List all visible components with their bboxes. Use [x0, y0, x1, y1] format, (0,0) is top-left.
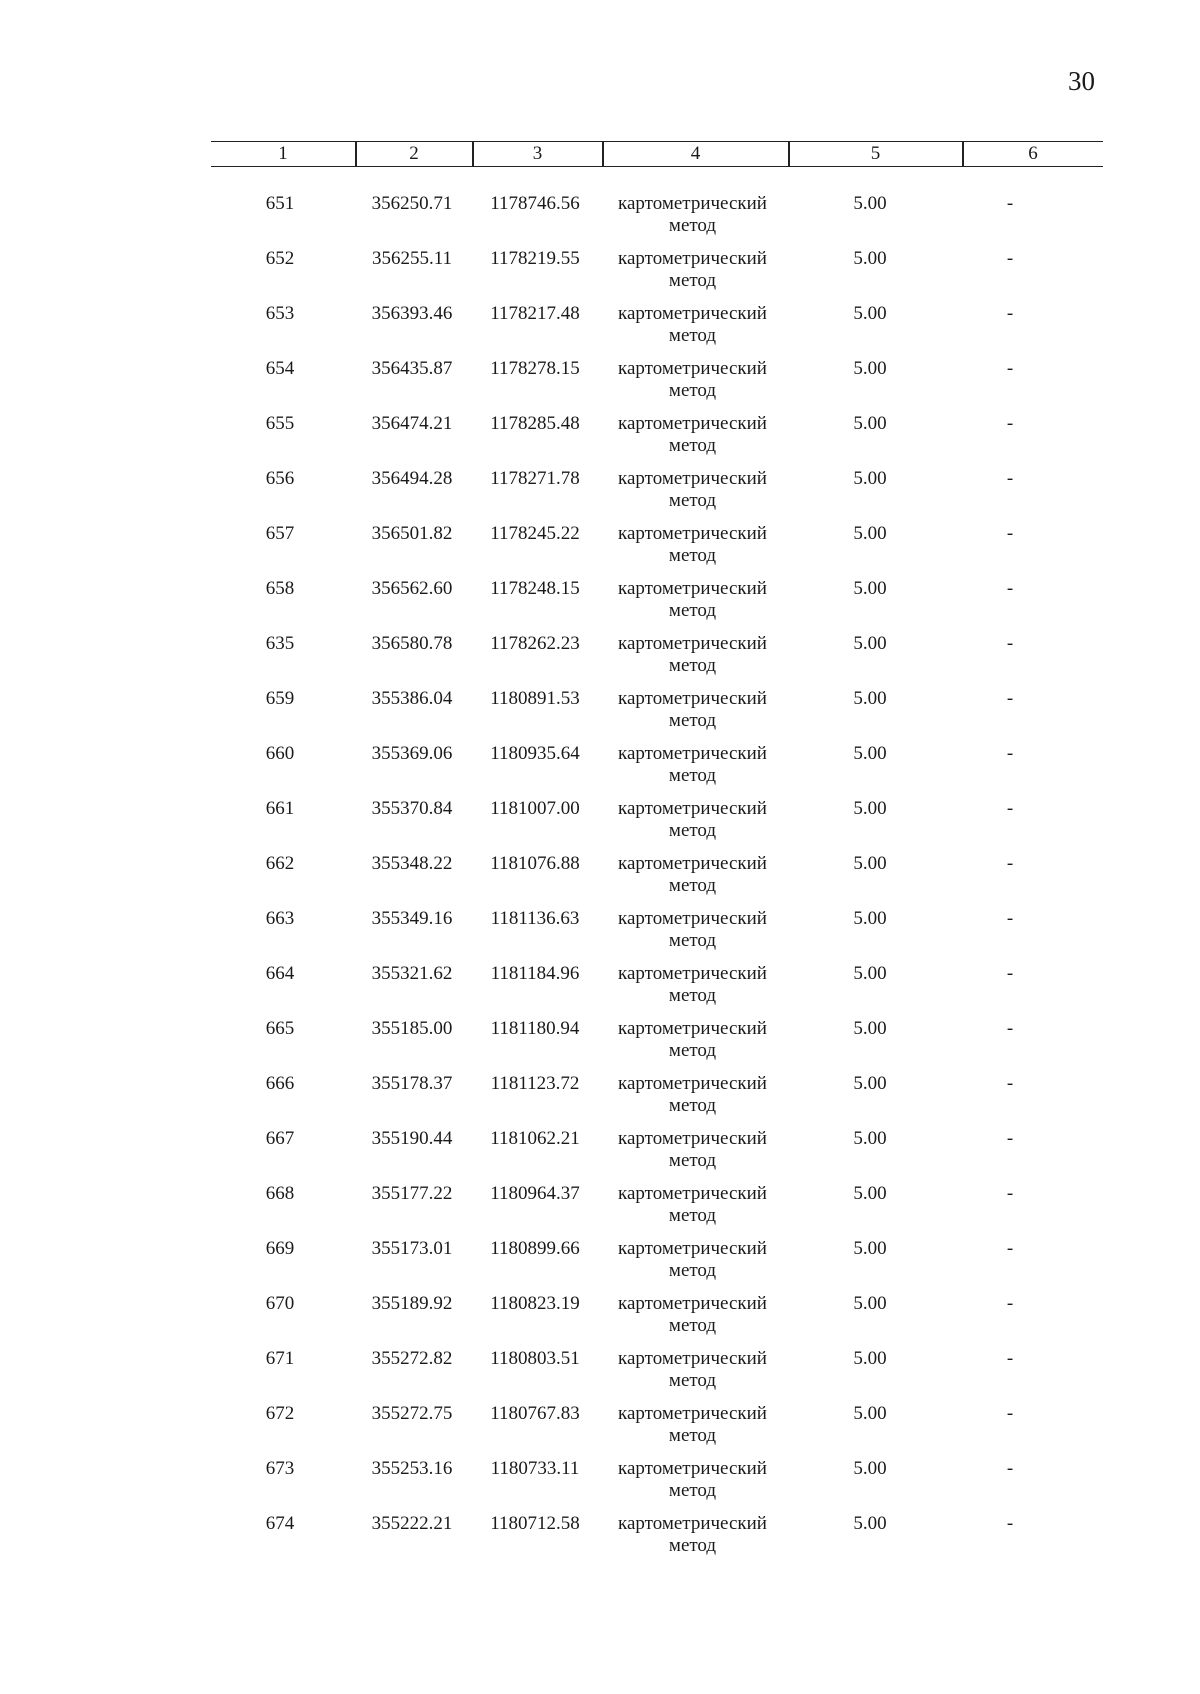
- method-line-2: метод: [668, 325, 717, 346]
- point-number: 652: [265, 248, 295, 269]
- method-line-1: картометрический: [618, 908, 767, 929]
- header-col-6: 6: [1028, 143, 1038, 164]
- coordinate-x: 355253.16: [371, 1458, 453, 1479]
- table-row: [0, 523, 1200, 578]
- coordinate-x: 356562.60: [371, 578, 453, 599]
- method-line-1: картометрический: [618, 853, 767, 874]
- method-cell: [595, 798, 790, 842]
- coordinate-x: 355370.84: [371, 798, 453, 819]
- point-number: 663: [265, 908, 295, 929]
- coordinate-x: 355189.92: [371, 1293, 453, 1314]
- method-cell: [595, 523, 790, 567]
- accuracy-value: 5.00: [853, 743, 887, 764]
- note-value: -: [1006, 1513, 1014, 1534]
- method-cell: [595, 1513, 790, 1557]
- coordinate-y: 1181136.63: [490, 908, 580, 929]
- method-cell: [595, 1018, 790, 1062]
- method-line-2: метод: [668, 270, 717, 291]
- accuracy-value: 5.00: [853, 798, 887, 819]
- coordinate-y: 1178248.15: [490, 578, 580, 599]
- point-number: 653: [265, 303, 295, 324]
- table-row: [0, 468, 1200, 523]
- accuracy-value: 5.00: [853, 1403, 887, 1424]
- table-row: [0, 303, 1200, 358]
- method-line-1: картометрический: [618, 1238, 767, 1259]
- accuracy-value: 5.00: [853, 1238, 887, 1259]
- coordinate-y: 1178219.55: [490, 248, 580, 269]
- accuracy-value: 5.00: [853, 1183, 887, 1204]
- coordinate-y: 1181123.72: [490, 1073, 580, 1094]
- table-row: [0, 248, 1200, 303]
- accuracy-value: 5.00: [853, 1018, 887, 1039]
- method-line-2: метод: [668, 1150, 717, 1171]
- method-line-2: метод: [668, 1535, 717, 1556]
- coordinate-x: 356501.82: [371, 523, 453, 544]
- point-number: 661: [265, 798, 295, 819]
- header-col-5: 5: [870, 143, 881, 164]
- method-line-2: метод: [668, 930, 717, 951]
- method-cell: [595, 413, 790, 457]
- coordinate-x: 356580.78: [371, 633, 453, 654]
- header-col-4: 4: [690, 143, 701, 164]
- method-line-2: метод: [668, 1425, 717, 1446]
- method-cell: [595, 248, 790, 292]
- point-number: 654: [265, 358, 295, 379]
- method-line-2: метод: [668, 435, 717, 456]
- method-line-1: картометрический: [618, 1348, 767, 1369]
- coordinate-y: 1180767.83: [490, 1403, 580, 1424]
- method-cell: [595, 688, 790, 732]
- accuracy-value: 5.00: [853, 688, 887, 709]
- coordinate-y: 1178262.23: [490, 633, 580, 654]
- accuracy-value: 5.00: [853, 193, 887, 214]
- method-line-1: картометрический: [618, 633, 767, 654]
- table-row: [0, 1128, 1200, 1183]
- method-cell: [595, 633, 790, 677]
- method-cell: [595, 468, 790, 512]
- coordinate-x: 355321.62: [371, 963, 453, 984]
- method-line-1: картометрический: [618, 798, 767, 819]
- coordinate-y: 1181062.21: [490, 1128, 580, 1149]
- point-number: 657: [265, 523, 295, 544]
- table-header: [211, 141, 1103, 167]
- accuracy-value: 5.00: [853, 468, 887, 489]
- method-line-2: метод: [668, 600, 717, 621]
- method-line-1: картометрический: [618, 1293, 767, 1314]
- point-number: 655: [265, 413, 295, 434]
- coordinate-y: 1180935.64: [490, 743, 580, 764]
- header-col-1: 1: [278, 143, 288, 164]
- coordinate-y: 1180712.58: [490, 1513, 580, 1534]
- note-value: -: [1006, 248, 1014, 269]
- coordinate-x: 355185.00: [371, 1018, 453, 1039]
- method-line-2: метод: [668, 1480, 717, 1501]
- method-line-1: картометрический: [618, 743, 767, 764]
- coordinate-y: 1181184.96: [490, 963, 580, 984]
- point-number: 670: [265, 1293, 295, 1314]
- method-cell: [595, 743, 790, 787]
- method-cell: [595, 1128, 790, 1172]
- accuracy-value: 5.00: [853, 853, 887, 874]
- accuracy-value: 5.00: [853, 1458, 887, 1479]
- note-value: -: [1006, 908, 1014, 929]
- point-number: 673: [265, 1458, 295, 1479]
- coordinate-y: 1178278.15: [490, 358, 580, 379]
- coordinate-x: 355386.04: [371, 688, 453, 709]
- method-cell: [595, 578, 790, 622]
- table-row: [0, 1513, 1200, 1568]
- coordinate-x: 356435.87: [371, 358, 453, 379]
- method-line-1: картометрический: [618, 1458, 767, 1479]
- accuracy-value: 5.00: [853, 523, 887, 544]
- coordinate-x: 355173.01: [371, 1238, 453, 1259]
- table-row: [0, 633, 1200, 688]
- method-cell: [595, 358, 790, 402]
- table-row: [0, 688, 1200, 743]
- method-line-2: метод: [668, 985, 717, 1006]
- table-row: [0, 1403, 1200, 1458]
- point-number: 672: [265, 1403, 295, 1424]
- coordinate-x: 355222.21: [371, 1513, 453, 1534]
- table-body: [0, 193, 1200, 1568]
- accuracy-value: 5.00: [853, 1513, 887, 1534]
- method-line-1: картометрический: [618, 1183, 767, 1204]
- method-line-1: картометрический: [618, 358, 767, 379]
- method-line-2: метод: [668, 380, 717, 401]
- method-line-2: метод: [668, 1205, 717, 1226]
- method-line-2: метод: [668, 490, 717, 511]
- coordinate-y: 1180891.53: [490, 688, 580, 709]
- accuracy-value: 5.00: [853, 1073, 887, 1094]
- note-value: -: [1006, 798, 1014, 819]
- table-row: [0, 193, 1200, 248]
- accuracy-value: 5.00: [853, 908, 887, 929]
- method-line-2: метод: [668, 545, 717, 566]
- note-value: -: [1006, 1073, 1014, 1094]
- method-line-1: картометрический: [618, 1403, 767, 1424]
- note-value: -: [1006, 578, 1014, 599]
- coordinate-x: 355272.75: [371, 1403, 453, 1424]
- note-value: -: [1006, 1293, 1014, 1314]
- point-number: 664: [265, 963, 295, 984]
- point-number: 651: [265, 193, 295, 214]
- point-number: 667: [265, 1128, 295, 1149]
- point-number: 668: [265, 1183, 295, 1204]
- coordinate-y: 1178217.48: [490, 303, 580, 324]
- coordinate-x: 355177.22: [371, 1183, 453, 1204]
- coordinate-y: 1180803.51: [490, 1348, 580, 1369]
- coordinate-x: 356494.28: [371, 468, 453, 489]
- point-number: 662: [265, 853, 295, 874]
- point-number: 659: [265, 688, 295, 709]
- table-row: [0, 358, 1200, 413]
- coordinate-x: 355369.06: [371, 743, 453, 764]
- method-line-2: метод: [668, 215, 717, 236]
- table-row: [0, 743, 1200, 798]
- method-line-2: метод: [668, 710, 717, 731]
- table-row: [0, 1458, 1200, 1513]
- accuracy-value: 5.00: [853, 413, 887, 434]
- note-value: -: [1006, 413, 1014, 434]
- note-value: -: [1006, 1403, 1014, 1424]
- coordinate-y: 1178271.78: [490, 468, 580, 489]
- table-row: [0, 1348, 1200, 1403]
- method-line-1: картометрический: [618, 468, 767, 489]
- note-value: -: [1006, 633, 1014, 654]
- coordinate-y: 1180733.11: [490, 1458, 580, 1479]
- note-value: -: [1006, 1018, 1014, 1039]
- point-number: 656: [265, 468, 295, 489]
- point-number: 658: [265, 578, 295, 599]
- method-line-1: картометрический: [618, 523, 767, 544]
- method-cell: [595, 963, 790, 1007]
- point-number: 674: [265, 1513, 295, 1534]
- note-value: -: [1006, 743, 1014, 764]
- accuracy-value: 5.00: [853, 963, 887, 984]
- method-cell: [595, 303, 790, 347]
- method-line-2: метод: [668, 1370, 717, 1391]
- method-cell: [595, 193, 790, 237]
- coordinate-y: 1181076.88: [490, 853, 580, 874]
- accuracy-value: 5.00: [853, 248, 887, 269]
- note-value: -: [1006, 853, 1014, 874]
- coordinate-x: 355178.37: [371, 1073, 453, 1094]
- note-value: -: [1006, 303, 1014, 324]
- accuracy-value: 5.00: [853, 1348, 887, 1369]
- coordinate-y: 1178746.56: [490, 193, 580, 214]
- method-line-2: метод: [668, 1095, 717, 1116]
- point-number: 660: [265, 743, 295, 764]
- method-line-1: картометрический: [618, 303, 767, 324]
- method-line-1: картометрический: [618, 688, 767, 709]
- method-line-2: метод: [668, 820, 717, 841]
- method-line-1: картометрический: [618, 193, 767, 214]
- coordinate-x: 356255.11: [371, 248, 453, 269]
- method-line-1: картометрический: [618, 1128, 767, 1149]
- method-line-1: картометрический: [618, 1073, 767, 1094]
- coordinate-y: 1181007.00: [490, 798, 580, 819]
- table-row: [0, 578, 1200, 633]
- note-value: -: [1006, 1458, 1014, 1479]
- note-value: -: [1006, 1238, 1014, 1259]
- method-line-1: картометрический: [618, 1513, 767, 1534]
- method-line-2: метод: [668, 875, 717, 896]
- method-cell: [595, 1183, 790, 1227]
- note-value: -: [1006, 468, 1014, 489]
- coordinate-y: 1180899.66: [490, 1238, 580, 1259]
- coordinate-y: 1178245.22: [490, 523, 580, 544]
- method-cell: [595, 908, 790, 952]
- method-line-1: картометрический: [618, 963, 767, 984]
- method-cell: [595, 1403, 790, 1447]
- method-line-1: картометрический: [618, 248, 767, 269]
- coordinate-y: 1178285.48: [490, 413, 580, 434]
- table-row: [0, 963, 1200, 1018]
- method-cell: [595, 1238, 790, 1282]
- table-row: [0, 798, 1200, 853]
- table-row: [0, 1018, 1200, 1073]
- accuracy-value: 5.00: [853, 1128, 887, 1149]
- method-line-1: картометрический: [618, 1018, 767, 1039]
- method-line-1: картометрический: [618, 413, 767, 434]
- accuracy-value: 5.00: [853, 303, 887, 324]
- point-number: 669: [265, 1238, 295, 1259]
- table-row: [0, 1293, 1200, 1348]
- method-line-2: метод: [668, 1260, 717, 1281]
- note-value: -: [1006, 963, 1014, 984]
- table-row: [0, 853, 1200, 908]
- note-value: -: [1006, 1348, 1014, 1369]
- coordinate-x: 355272.82: [371, 1348, 453, 1369]
- table-row: [0, 1183, 1200, 1238]
- note-value: -: [1006, 1183, 1014, 1204]
- page-number: 30: [1068, 66, 1095, 96]
- point-number: 635: [265, 633, 295, 654]
- method-cell: [595, 1458, 790, 1502]
- header-col-2: 2: [409, 143, 419, 164]
- note-value: -: [1006, 358, 1014, 379]
- accuracy-value: 5.00: [853, 1293, 887, 1314]
- header-col-3: 3: [532, 143, 543, 164]
- note-value: -: [1006, 523, 1014, 544]
- point-number: 666: [265, 1073, 295, 1094]
- note-value: -: [1006, 1128, 1014, 1149]
- table-row: [0, 413, 1200, 468]
- accuracy-value: 5.00: [853, 358, 887, 379]
- method-line-2: метод: [668, 1315, 717, 1336]
- coordinate-x: 356474.21: [371, 413, 453, 434]
- table-row: [0, 1238, 1200, 1293]
- coordinate-y: 1180823.19: [490, 1293, 580, 1314]
- coordinate-x: 355349.16: [371, 908, 453, 929]
- point-number: 671: [265, 1348, 295, 1369]
- coordinate-x: 355190.44: [371, 1128, 453, 1149]
- table-row: [0, 908, 1200, 963]
- method-cell: [595, 1293, 790, 1337]
- coordinate-y: 1181180.94: [490, 1018, 580, 1039]
- note-value: -: [1006, 193, 1014, 214]
- method-line-1: картометрический: [618, 578, 767, 599]
- point-number: 665: [265, 1018, 295, 1039]
- method-cell: [595, 1348, 790, 1392]
- accuracy-value: 5.00: [853, 633, 887, 654]
- coordinate-x: 355348.22: [371, 853, 453, 874]
- accuracy-value: 5.00: [853, 578, 887, 599]
- method-line-2: метод: [668, 655, 717, 676]
- coordinate-x: 356250.71: [371, 193, 453, 214]
- note-value: -: [1006, 688, 1014, 709]
- method-line-2: метод: [668, 1040, 717, 1061]
- coordinate-y: 1180964.37: [490, 1183, 580, 1204]
- method-cell: [595, 1073, 790, 1117]
- table-row: [0, 1073, 1200, 1128]
- method-line-2: метод: [668, 765, 717, 786]
- coordinate-x: 356393.46: [371, 303, 453, 324]
- method-cell: [595, 853, 790, 897]
